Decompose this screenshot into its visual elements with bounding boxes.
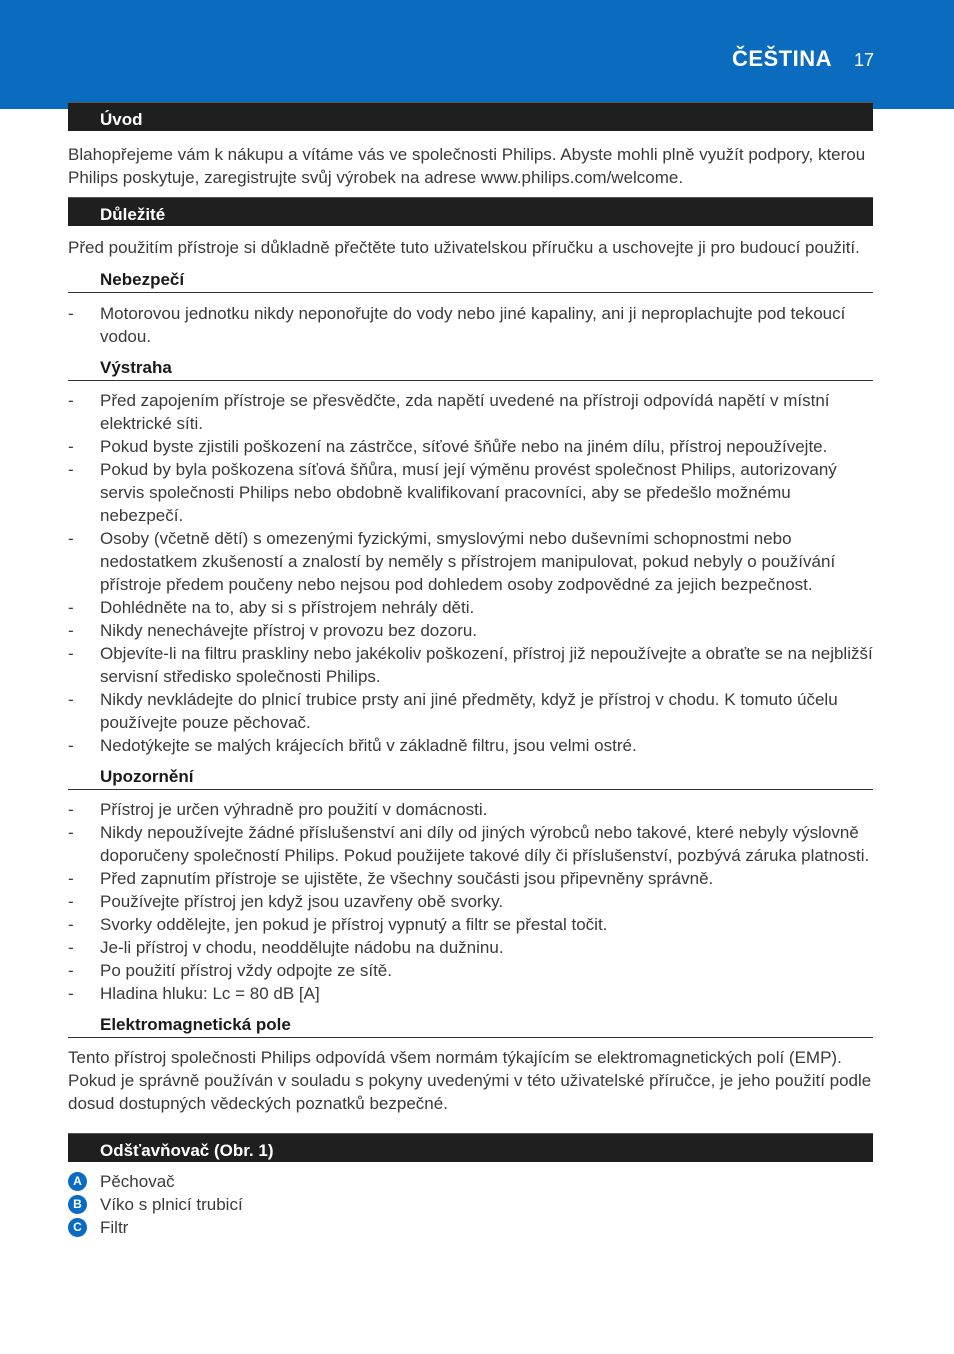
list-item: - Před zapnutím přístroje se ujistěte, že všechny součásti jsou připevněny správně. [68, 869, 714, 888]
letter-b-icon: B [68, 1195, 87, 1214]
list-item: - Před zapojením přístroje se přesvědčte, zda napětí uvedené na přístroji odpovídá napětí v místní elektrické síti. [68, 391, 830, 433]
list-item: - Pokud byste zjistili poškození na zástrčce, síťové šňůře nebo na jiném dílu, přístroj nepoužívejte. [68, 437, 828, 456]
section-heading-intro: Úvod [68, 102, 873, 131]
list-item: - Svorky oddělejte, jen pokud je přístroj vypnutý a filtr se přestal točit. [68, 915, 608, 934]
subheading-warning: Výstraha [68, 357, 873, 381]
parts-list [68, 1170, 873, 1239]
list-item: - Motorovou jednotku nikdy neponořujte do vody nebo jiné kapaliny, ani ji neproplachujte pod tekoucí vodou. [68, 304, 846, 346]
page-content [68, 102, 873, 1239]
caution-list [68, 798, 873, 1005]
list-item: - Je-li přístroj v chodu, neoddělujte nádobu na dužninu. [68, 938, 504, 957]
list-item: - Nikdy nepoužívejte žádné příslušenství ani díly od jiných výrobců nebo takové, které nebyly výslovně doporučeny společností Philips. Pokud použijete takové díly či příslušenství, pozbývá záruka platnosti. [68, 823, 870, 865]
list-item: - Osoby (včetně dětí) s omezenými fyzickými, smyslovými nebo duševními schopnostmi nebo nedostatkem zkušeností a znalostí by neměly s přístrojem manipulovat, pokud nebyly o používání přístroje předem poučeny nebo nejsou pod dohledem osoby zodpovědné za jejich bezpečnost. [68, 529, 836, 594]
list-item: - Přístroj je určen výhradně pro použití v domácnosti. [68, 800, 488, 819]
intro-paragraph: Blahopřejeme vám k nákupu a vítáme vás ve společnosti Philips. Abyste mohli plně využít podpory, kterou Philips poskytuje, zaregistrujte svůj výrobek na adrese www.philips.com/welcome. [68, 145, 866, 187]
letter-a-icon: A [68, 1172, 87, 1191]
list-item: - Dohlédněte na to, aby si s přístrojem nehrály děti. [68, 598, 475, 617]
subheading-emf: Elektromagnetická pole [68, 1014, 873, 1038]
list-item: A Pěchovač [68, 1170, 873, 1193]
subheading-caution: Upozornění [68, 766, 873, 790]
list-item: C Filtr [68, 1216, 873, 1239]
list-item: - Používejte přístroj jen když jsou uzavřeny obě svorky. [68, 892, 504, 911]
letter-c-icon: C [68, 1218, 87, 1237]
section-heading-juicer: Odšťavňovač (Obr. 1) [68, 1133, 873, 1162]
list-item: - Nikdy nevkládejte do plnicí trubice prsty ani jiné předměty, když je přístroj v chodu. K tomuto účelu používejte pouze pěchovač. [68, 690, 838, 732]
section-heading-important: Důležité [68, 197, 873, 226]
list-item: - Pokud by byla poškozena síťová šňůra, musí její výměnu provést společnost Philips, autorizovaný servis společnosti Philips nebo obdobně kvalifikovaní pracovníci, aby se předešlo možnému nebezpečí. [68, 460, 837, 525]
list-item: - Hladina hluku: Lc = 80 dB [A] [68, 984, 320, 1003]
language-title: ČEŠTINA [731, 46, 832, 71]
danger-list [68, 302, 873, 348]
list-item: - Objevíte-li na filtru praskliny nebo jakékoliv poškození, přístroj již nepoužívejte a obraťte se na nejbližší servisní středisko společnosti Philips. [68, 644, 873, 686]
list-item: B Víko s plnicí trubicí [68, 1193, 873, 1216]
page-number: 17 [853, 50, 874, 70]
list-item: - Nikdy nenechávejte přístroj v provozu bez dozoru. [68, 621, 478, 640]
subheading-danger: Nebezpečí [68, 269, 873, 293]
warning-list [68, 389, 873, 757]
emf-paragraph: Tento přístroj společnosti Philips odpovídá všem normám týkajícím se elektromagnetických polí (EMP). Pokud je správně používán v souladu s pokyny uvedenými v této uživatelské příručce, je jeho použití podle dosud dostupných vědeckých poznatků bezpečné. [68, 1048, 872, 1113]
header-bar [0, 0, 954, 109]
list-item: - Po použití přístroj vždy odpojte ze sítě. [68, 961, 392, 980]
list-item: - Nedotýkejte se malých krájecích břitů v základně filtru, jsou velmi ostré. [68, 736, 637, 755]
important-paragraph: Před použitím přístroje si důkladně přečtěte tuto uživatelskou příručku a uschovejte ji pro budoucí použití. [68, 238, 860, 257]
